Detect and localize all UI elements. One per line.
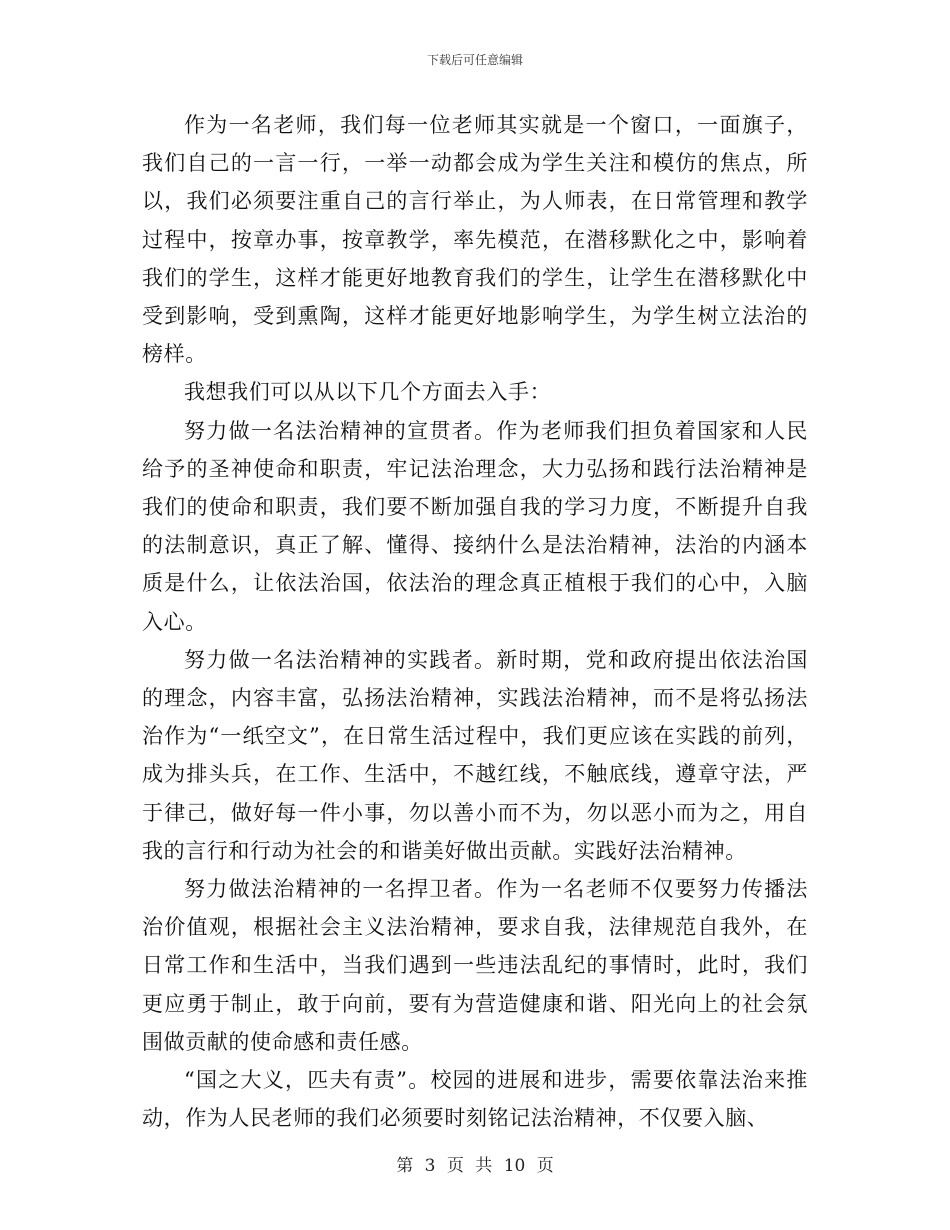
document-body — [142, 106, 808, 1137]
page-number-footer: 第 3 页 共 10 页 — [396, 1156, 554, 1176]
paragraph: 我想我们可以从以下几个方面去入手： — [184, 380, 552, 405]
page-header-note: 下载后可任意编辑 — [426, 53, 523, 67]
paragraph: 努力做法治精神的一名捍卫者。作为一名老师不仅要努力传播法治价值观，根据社会主义法治精神，要求自我，法律规范自我外，在日常工作和生活中，当我们遇到一些违法乱纪的事情时，此时，我们更应勇于制止，敢于向前，要有为营造健康和谐、阳光向上的社会氛围做贡献的使命感和责任感。 — [142, 877, 808, 1054]
paragraph: 努力做一名法治精神的实践者。新时期，党和政府提出依法治国的理念，内容丰富，弘扬法治精神，实践法治精神，而不是将弘扬法治作为“一纸空文”，在日常生活过程中，我们更应该在实践的前列，成为排头兵，在工作、生活中，不越红线，不触底线，遵章守法，严于律己，做好每一件小事，勿以善小而不为，勿以恶小而为之，用自我的言行和行动为社会的和谐美好做出贡献。实践好法治精神。 — [142, 647, 808, 863]
paragraph: 作为一名老师，我们每一位老师其实就是一个窗口，一面旗子，我们自己的一言一行，一举一动都会成为学生关注和模仿的焦点，所以，我们必须要注重自己的言行举止，为人师表，在日常管理和教学过程中，按章办事，按章教学，率先模范，在潜移默化之中，影响着我们的学生，这样才能更好地教育我们的学生，让学生在潜移默化中受到影响，受到熏陶，这样才能更好地影响学生，为学生树立法治的榜样。 — [142, 113, 808, 367]
paragraph: “国之大义，匹夫有责”。校园的进展和进步，需要依靠法治来推动，作为人民老师的我们必须要时刻铭记法治精神，不仅要入脑、 — [142, 1068, 808, 1131]
paragraph: 努力做一名法治精神的宣贯者。作为老师我们担负着国家和人民给予的圣神使命和职责，牢记法治理念，大力弘扬和践行法治精神是我们的使命和职责，我们要不断加强自我的学习力度，不断提升自我的法制意识，真正了解、懂得、接纳什么是法治精神，法治的内涵本质是什么，让依法治国，依法治的理念真正植根于我们的心中，入脑入心。 — [142, 418, 808, 634]
